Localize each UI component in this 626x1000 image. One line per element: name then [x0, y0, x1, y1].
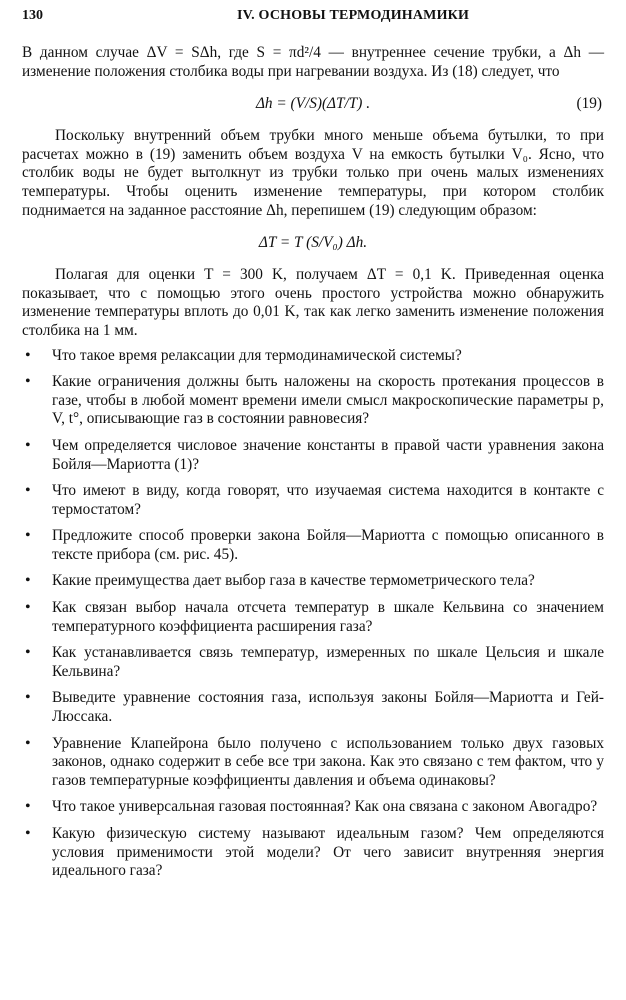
- formula-19: [22, 85, 604, 123]
- question-item: • Уравнение Клапейрона было получено с использованием только двух газовых законов, однако содержит в себе все три закона. Как это связано с тем фактом, что у газов температурные коэффициенты давления и объема одинаковы?: [22, 735, 604, 791]
- paragraph-intro: В данном случае ΔV = SΔh, где S = πd²/4 — внутреннее сечение трубки, а Δh — изменение положения столбика воды при нагревании воздуха. Из (18) следует, что: [22, 44, 604, 80]
- question-item: • Что имеют в виду, когда говорят, что изучаемая система находится в контакте с термостатом?: [22, 482, 604, 519]
- question-item: • Какие преимущества дает выбор газа в качестве термометрического тела?: [22, 572, 604, 591]
- formula-19-expression: Δh = (V/S)(ΔT/T) .: [255, 95, 371, 113]
- formula-delta-t-expression: ΔT = T (S/V₀) Δh.: [258, 234, 368, 252]
- question-item: • Какую физическую систему называют идеальным газом? Чем определяются условия применимости этой модели? От чего зависит внутренняя энергия идеального газа?: [22, 825, 604, 881]
- paragraph-estimate: Полагая для оценки T = 300 K, получаем ΔT = 0,1 K. Приведенная оценка показывает, что с помощью этого очень простого устройства можно обнаружить изменение температуры вплоть до 0,01 K, так как легко заменить изменение положения столбика на 1 мм.: [22, 266, 604, 339]
- page-header: [22, 7, 604, 25]
- question-item: • Как устанавливается связь температур, измеренных по шкале Цельсия и шкале Кельвина?: [22, 644, 604, 681]
- chapter-title: IV. ОСНОВЫ ТЕРМОДИНАМИКИ: [237, 8, 470, 23]
- question-item: • Чем определяется числовое значение константы в правой части уравнения закона Бойля—Мариотта (1)?: [22, 437, 604, 474]
- question-item: • Как связан выбор начала отсчета температур в шкале Кельвина со значением температурного коэффициента расширения газа?: [22, 599, 604, 636]
- paragraph-volume: Поскольку внутренний объем трубки много меньше объема бутылки, то при расчетах можно в (19) заменить объем воздуха V на емкость бутылки V₀. Ясно, что столбик воды не будет вытолкнут из трубки только при очень малых изменениях температуры. Чтобы оценить изменение температуры, при котором столбик поднимается на заданное расстояние Δh, перепишем (19) следующим образом:: [22, 127, 604, 219]
- formula-delta-t: [22, 224, 604, 262]
- question-item: • Предложите способ проверки закона Бойля—Мариотта с помощью описанного в тексте прибора (см. рис. 45).: [22, 527, 604, 564]
- page-number: 130: [22, 8, 43, 23]
- question-item: • Что такое время релаксации для термодинамической системы?: [22, 347, 604, 366]
- question-item: • Что такое универсальная газовая постоянная? Как она связана с законом Авогадро?: [22, 798, 604, 817]
- page-content: [22, 44, 604, 889]
- question-item: • Какие ограничения должны быть наложены на скорость протекания процессов в газе, чтобы в любой момент времени имели смысл макроскопические параметры p, V, t°, описывающие газ в состоянии равновесия?: [22, 373, 604, 429]
- formula-19-number: (19): [576, 95, 602, 113]
- question-item: • Выведите уравнение состояния газа, используя законы Бойля—Мариотта и Гей-Люссака.: [22, 689, 604, 726]
- questions-list: [22, 347, 604, 881]
